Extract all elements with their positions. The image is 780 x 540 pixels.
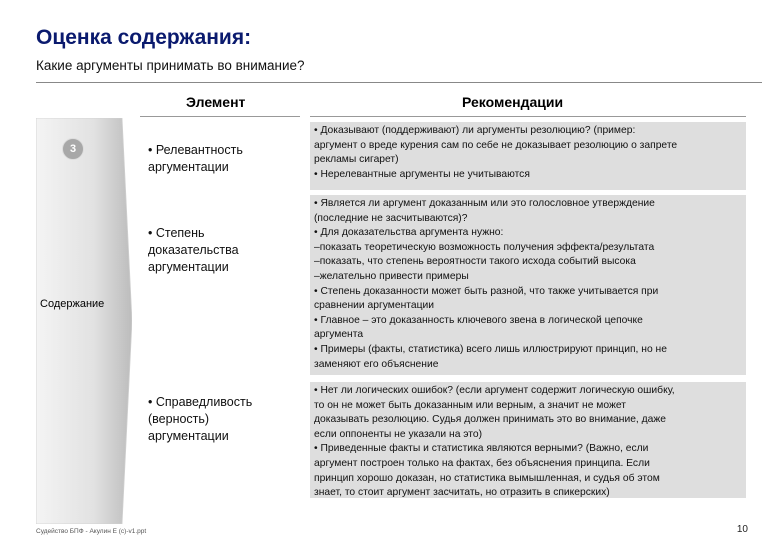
- recommendation-line: рекламы сигарет): [314, 154, 399, 166]
- element-line: аргументации: [148, 260, 229, 274]
- recommendation-line: –желательно привести примеры: [314, 270, 469, 282]
- element-cell: [140, 195, 300, 375]
- element-cell: [140, 382, 300, 498]
- footer-source: Судейство БПФ - Акулин Е (с)-v1.ppt: [36, 528, 147, 535]
- recommendation-line: –показать теоретическую возможность получения эффекта/результата: [314, 241, 655, 253]
- section-label: Содержание: [40, 298, 105, 310]
- element-line: аргументации: [148, 429, 229, 443]
- recommendation-line: –показать, что степень вероятности такого исхода событий высока: [314, 256, 636, 268]
- table-row: [140, 122, 746, 190]
- element-text: [148, 394, 252, 445]
- element-line: • Справедливость: [148, 395, 253, 409]
- slide-subtitle: Какие аргументы принимать во внимание?: [36, 58, 305, 73]
- recommendation-line: знает, то стоит аргумент засчитать, но отразить в спикерских): [314, 487, 610, 499]
- element-line: аргументации: [148, 160, 229, 174]
- recommendation-line: • Для доказательства аргумента нужно:: [314, 227, 504, 239]
- recommendation-line: • Приведенные факты и статистика являются верными? (Важно, если: [314, 443, 649, 455]
- recommendation-line: • Главное – это доказанность ключевого звена в логической цепочке: [314, 314, 643, 326]
- recommendation-line: аргумент о вреде курения сам по себе не доказывает резолюцию о запрете: [314, 139, 678, 151]
- recommendation-line: аргумента: [314, 329, 364, 341]
- element-line: • Релевантность: [148, 143, 243, 157]
- recommendation-line: • Степень доказанности может быть разной, что также учитывается при: [314, 285, 659, 297]
- column-underline-element: [140, 116, 300, 117]
- column-header-element: Элемент: [186, 94, 246, 110]
- recommendation-line: заменяют его объяснение: [314, 358, 439, 370]
- element-line: • Степень: [148, 226, 205, 240]
- recommendation-line: то он не может быть доказанным или верным, а значит не может: [314, 399, 626, 411]
- element-line: доказательства: [148, 243, 239, 257]
- recommendation-line: • Примеры (факты, статистика) всего лишь иллюстрируют принцип, но не: [314, 343, 667, 355]
- element-line: (верность): [148, 412, 210, 426]
- table-row: [140, 195, 746, 375]
- recommendation-line: сравнении аргументации: [314, 300, 434, 312]
- section-chevron: [36, 118, 132, 524]
- recommendation-cell: [310, 195, 746, 375]
- recommendation-line: (последние не засчитываются)?: [314, 212, 468, 224]
- page-number: 10: [736, 524, 748, 535]
- element-cell: [140, 122, 300, 190]
- recommendation-line: аргумент построен только на фактах, без объяснения принципа. Если: [314, 457, 650, 469]
- element-text: [148, 142, 243, 176]
- recommendation-line: • Доказывают (поддерживают) ли аргументы резолюцию? (пример:: [314, 125, 636, 136]
- column-header-recommendations: Рекомендации: [462, 94, 564, 110]
- recommendation-line: • Нерелевантные аргументы не учитываются: [314, 168, 530, 180]
- recommendation-line: принцип хорошо доказан, но статистика вымышленная, и судья об этом: [314, 472, 660, 484]
- recommendation-line: доказывать резолюцию. Судья должен принимать это во внимание, даже: [314, 414, 667, 426]
- step-number-badge: 3: [62, 138, 84, 160]
- slide-title: Оценка содержания:: [36, 26, 252, 49]
- table-row: [140, 382, 746, 498]
- column-underline-recommendations: [310, 116, 746, 117]
- recommendation-cell: [310, 382, 746, 498]
- title-divider: [36, 82, 762, 83]
- recommendation-line: • Нет ли логических ошибок? (если аргумент содержит логическую ошибку,: [314, 385, 675, 396]
- recommendation-cell: [310, 122, 746, 190]
- recommendation-line: если оппоненты не указали на это): [314, 428, 483, 440]
- element-text: [148, 225, 239, 276]
- recommendation-line: • Является ли аргумент доказанным или это голословное утверждение: [314, 198, 655, 209]
